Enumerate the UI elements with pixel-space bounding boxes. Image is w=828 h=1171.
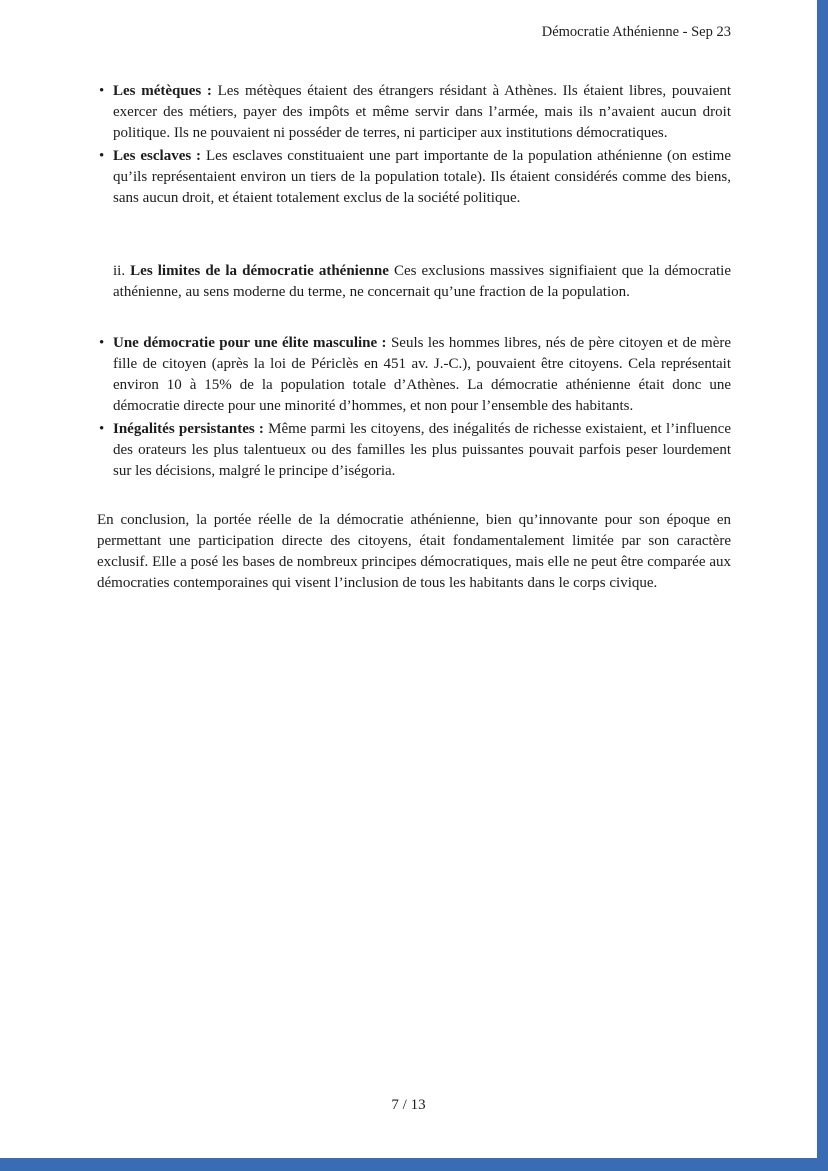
list-item-label: Inégalités persistantes : [113, 421, 264, 437]
bullet-icon: • [99, 83, 105, 99]
list-item-meteques [97, 81, 731, 144]
subsection-numeral: ii. [113, 263, 126, 279]
list-item-esclaves [97, 146, 731, 209]
bullet-icon: • [99, 335, 105, 351]
conclusion-paragraph: En conclusion, la portée réelle de la démocratie athénienne, bien qu’innovante pour son époque en permettant une participation directe des citoyens, était fondamentalement limitée par son caractère exclusif. Elle a posé les bases de nombreux principes démocratiques, mais elle ne peut être comparée aux démocraties contemporaines qui visent l’inclusion de tous les habitants dans le corps civique. [97, 512, 731, 591]
list-item-text: Les métèques étaient des étrangers résidant à Athènes. Ils étaient libres, pouvaient exercer des métiers, payer des impôts et même servir dans l’armée, mais ils n’avaient aucun droit politique. Ils ne pouvaient ni posséder de terres, ni participer aux institutions démocratiques. [113, 83, 731, 141]
list-item-label: Les esclaves : [113, 148, 202, 164]
bullet-icon: • [99, 421, 105, 437]
page-number: 7 / 13 [391, 1097, 426, 1113]
list-item-text: Seuls les hommes libres, nés de père citoyen et de mère fille de citoyen (après la loi de Périclès en 451 av. J.-C.), pouvaient être citoyens. Cela représentait environ 10 à 15% de la population totale d’Athènes. La démocratie athénienne était donc une démocratie directe pour une minorité d’hommes, et non pour l’ensemble des habitants. [113, 335, 732, 414]
list-item-text: Même parmi les citoyens, des inégalités de richesse existaient, et l’influence des orateurs les plus talentueux ou des familles les plus puissantes pouvait parfois peser lourdement sur les décisions, malgré le principe d’iségoria. [113, 421, 731, 479]
subsection-text: Ces exclusions massives signifiaient que la démocratie athénienne, au sens moderne du terme, ne concernait qu’une fraction de la population. [113, 263, 731, 300]
limites-list [97, 333, 731, 482]
subsection-limites [113, 261, 731, 303]
subsection-title: Les limites de la démocratie athénienne [130, 263, 389, 279]
header-title: Démocratie Athénienne - Sep 23 [541, 24, 731, 40]
list-item-inegalites [97, 419, 731, 482]
list-item-text: Les esclaves constituaient une part importante de la population athénienne (on estime qu’ils représentaient environ un tiers de la population totale). Ils étaient considérés comme des biens, sans aucun droit, et étaient totalement exclus de la société politique. [113, 148, 732, 206]
list-item-label: Une démocratie pour une élite masculine : [113, 335, 387, 351]
list-item-elite-masculine [97, 333, 731, 417]
bullet-icon: • [99, 148, 105, 164]
list-item-label: Les métèques : [113, 83, 212, 99]
page-header [0, 0, 817, 41]
page-content [0, 81, 817, 594]
exclusions-list [97, 81, 731, 209]
